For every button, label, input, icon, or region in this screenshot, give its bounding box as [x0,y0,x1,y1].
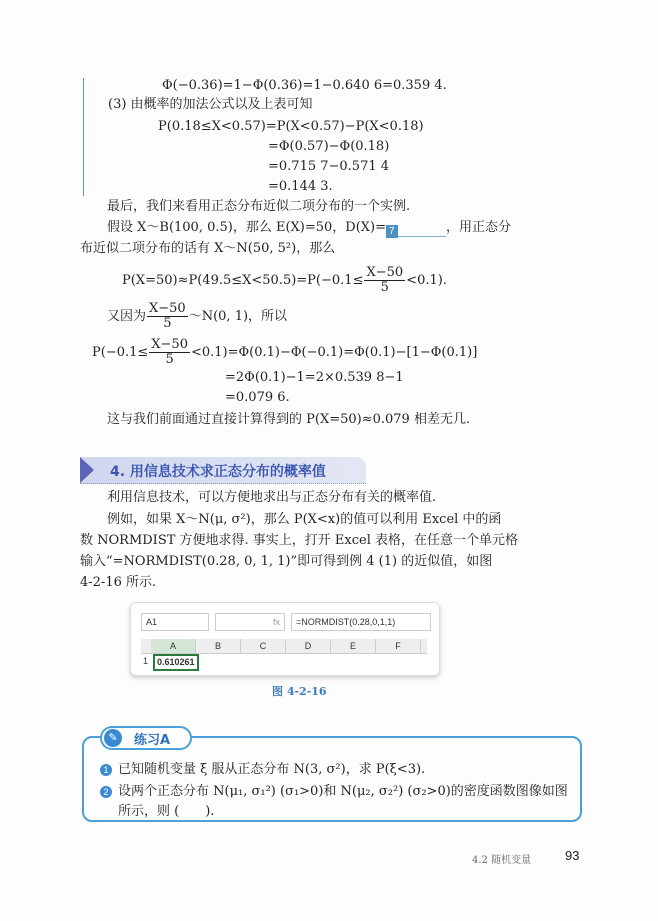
equation-line [122,266,447,295]
numerator: X−50 [366,265,404,280]
text-line: 例如，如果 X～N(μ, σ²)，那么 P(X<x)的值可以利用 Excel 中的函 [107,512,502,527]
text-line: 布近似二项分布的话有 X～N(50, 5²)，那么 [80,241,336,256]
column-header: A [151,639,196,653]
exercise-item [100,783,568,801]
equation-line: =0.715 7−0.571 4 [268,159,390,174]
text-part: P(−0.1≤ [92,345,149,360]
page-number: 93 [565,848,580,863]
exercise-title: 练习A [134,733,171,748]
text-line [107,219,511,237]
text-line: 输入“=NORMDIST(0.28, 0, 1, 1)”即可得到例 4 (1) 的近似值，如图 [80,554,493,569]
text-line: 最后，我们来看用正态分布近似二项分布的一个实例. [107,199,411,214]
footer-section: 4.2 随机变量 [472,855,532,866]
text-part: 假设 X～B(100, 0.5)，那么 E(X)=50，D(X)= [107,220,387,235]
equation-line: =0.144 3. [268,179,333,194]
excel-screenshot [130,602,440,676]
number-badge: 1 [100,764,112,776]
equation-line: =Φ(0.57)−Φ(0.18) [268,139,390,154]
formula-bar: =NORMDIST(0.28,0,1,1) [291,613,431,631]
fraction [149,338,190,367]
text-part: <0.1)=Φ(0.1)−Φ(−0.1)=Φ(0.1)−[1−Φ(0.1)] [190,345,478,360]
text-part: P(X=50)≈P(49.5≤X<50.5)=P(−0.1≤ [122,273,364,288]
exercise-item [100,761,425,779]
column-header: F [376,639,421,653]
figure-caption: 图 4-2-16 [272,685,327,698]
equation-line: =0.079 6. [225,390,290,405]
column-header: C [241,639,286,653]
text-part: 又因为 [107,309,147,324]
margin-rule [83,78,84,196]
equation-line: Φ(−0.36)=1−Φ(0.36)=1−0.640 6=0.359 4. [162,78,447,93]
text-line: 利用信息技术，可以方便地求出与正态分布有关的概率值. [107,490,437,505]
equation-line: P(0.18≤X<0.57)=P(X<0.57)−P(X<0.18) [158,119,424,134]
denominator: 5 [163,316,172,331]
equation-line: =2Φ(0.1)−1=2×0.539 8−1 [225,370,404,385]
exercise-text: 设两个正态分布 N(μ₁, σ₁²) (σ₁>0)和 N(μ₂, σ₂²) (σ₂>0)的密度函数图像如图 [118,784,568,799]
text-line: 数 NORMDIST 方便地求得. 事实上，打开 Excel 表格，在任意一个单元格 [80,533,519,548]
pencil-icon: ✎ [104,729,122,747]
section-header [80,457,366,484]
denominator: 5 [165,352,174,367]
name-box: A1 [141,613,209,631]
section-title: 4. 用信息技术求正态分布的概率值 [110,464,326,480]
fx-icon: fx [215,613,285,631]
text-line: 这与我们前面通过直接计算得到的 P(X=50)≈0.079 相差无几. [107,412,471,427]
row-number: 1 [143,656,149,666]
exercise-tab [100,726,192,750]
text-part: ～N(0, 1)，所以 [188,309,288,324]
text-line: 4-2-16 所示. [80,575,157,590]
blank-number: 7 [386,225,398,238]
column-headers [141,639,427,654]
equation-line [92,338,477,367]
column-header: B [196,639,241,653]
fraction [147,302,188,331]
text-line: (3) 由概率的加法公式以及上表可知 [108,97,313,112]
number-badge: 2 [100,786,112,798]
table-row [141,654,427,669]
numerator: X−50 [151,337,188,352]
cell-a1: 0.610261 [153,654,199,671]
fraction [364,266,405,295]
denominator: 5 [380,280,389,295]
text-part: ，用正态分 [446,220,512,235]
exercise-item-cont: 所示，则 ( ). [118,804,215,819]
column-header: D [286,639,331,653]
answer-blank[interactable] [386,222,446,237]
text-line [107,302,287,331]
text-part: <0.1). [406,273,447,288]
exercise-text: 已知随机变量 ξ 服从正态分布 N(3, σ²)，求 P(ξ<3). [118,762,426,777]
column-header: E [331,639,376,653]
arrow-icon [80,457,94,483]
numerator: X−50 [149,301,186,316]
